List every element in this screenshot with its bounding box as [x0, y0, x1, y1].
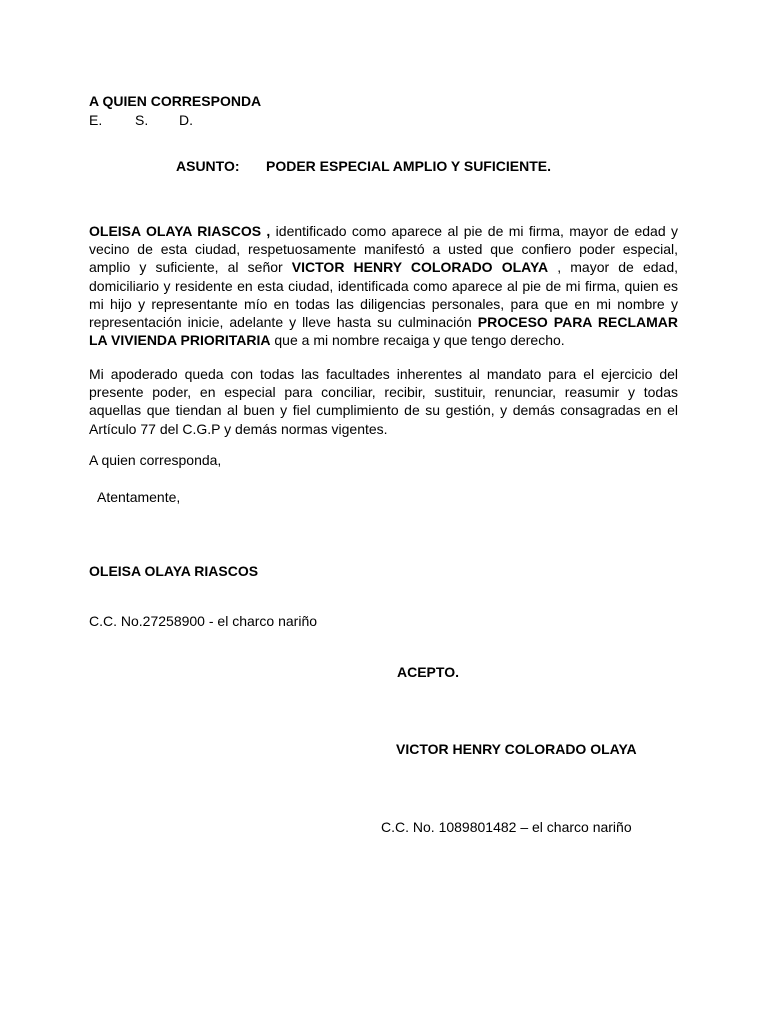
- attorney-id: C.C. No. 1089801482 – el charco nariño: [381, 819, 632, 835]
- p1-text-2: , mayor de edad, domiciliario y residente en esta ciudad, identificada como aparece al pie de mi firma, quien es mi hijo y representante mío en todas las diligencias personales, para que en mi nombre y representación inicie, adelante y lleve hasta su culminación: [89, 259, 678, 331]
- closing: Atentamente,: [97, 489, 181, 505]
- body-paragraph-2: Mi apoderado queda con todas las facultades inherentes al mandato para el ejercicio del presente poder, en especial para conciliar, recibir, sustituir, renunciar, reasumir y todas aquellas que tiendan al buen y fiel cumplimiento de su gestión, y demás consagradas en el Artículo 77 del C.G.P y demás normas vigentes.: [89, 366, 678, 437]
- esd-e: E.: [89, 112, 103, 128]
- body-paragraph-1: [89, 222, 678, 349]
- p1-text-3: que a mi nombre recaiga y que tengo derecho.: [270, 332, 565, 349]
- grantor-id: C.C. No.27258900 - el charco nariño: [89, 613, 318, 629]
- subject-label: ASUNTO:: [176, 158, 240, 174]
- esd-d: D.: [179, 112, 193, 128]
- p1-text-1: identificado como aparece al pie de mi firma, mayor de edad y vecino de esta ciudad, respetuosamente manifestó a usted que confiero poder especial, amplio y suficiente, al señor: [89, 223, 678, 276]
- acceptance-label: ACEPTO.: [397, 664, 459, 680]
- esd-s: S.: [135, 112, 149, 128]
- esd-line: [89, 111, 193, 129]
- process-name: PROCESO PARA RECLAMAR LA VIVIENDA PRIORITARIA: [89, 314, 678, 349]
- subject-text: PODER ESPECIAL AMPLIO Y SUFICIENTE.: [266, 158, 551, 174]
- attorney-signature-name: VICTOR HENRY COLORADO OLAYA: [396, 741, 637, 757]
- grantor-name-inline: OLEISA OLAYA RIASCOS ,: [89, 223, 271, 239]
- attorney-name-inline: VICTOR HENRY COLORADO OLAYA: [291, 259, 549, 276]
- body-paragraph-3: A quien corresponda,: [89, 452, 222, 468]
- recipient-heading: A QUIEN CORRESPONDA: [89, 93, 262, 109]
- grantor-signature-name: OLEISA OLAYA RIASCOS: [89, 563, 259, 579]
